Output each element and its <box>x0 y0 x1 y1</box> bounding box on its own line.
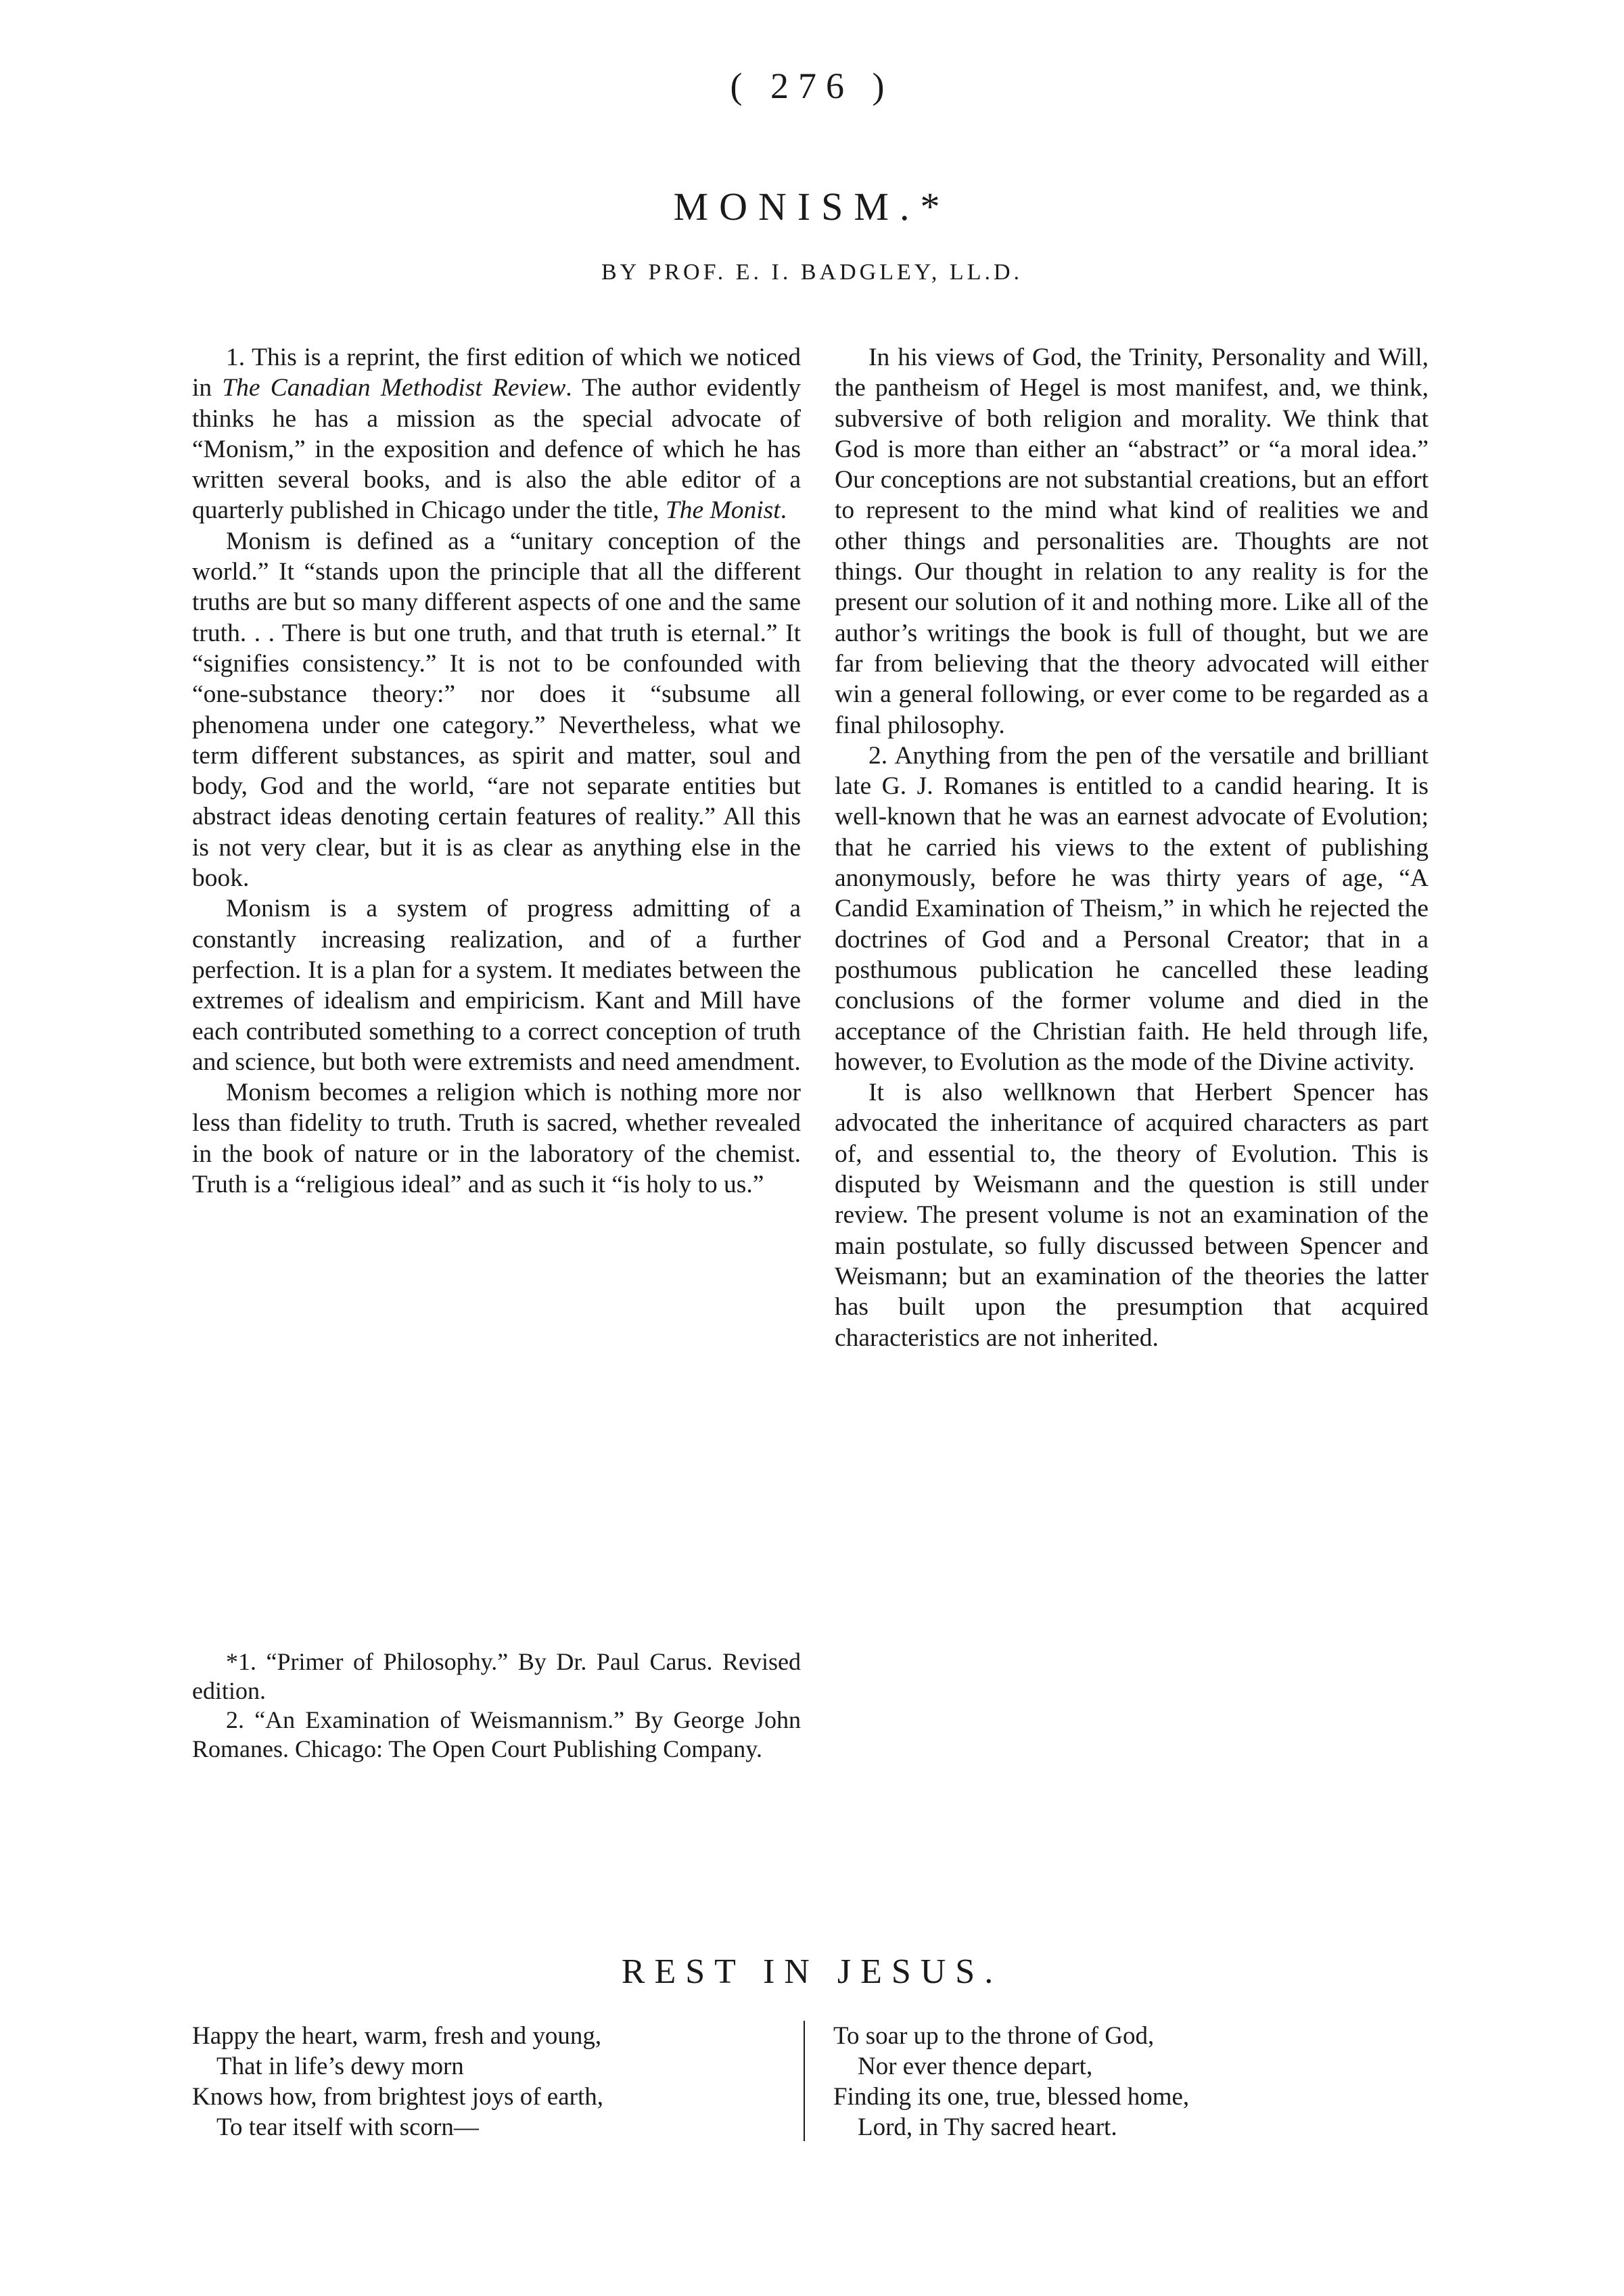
article-left-column <box>192 342 801 1200</box>
poem-line: To tear itself with scorn— <box>216 2113 479 2141</box>
poem-left-stanza <box>192 2021 603 2142</box>
article-byline: BY PROF. E. I. BADGLEY, LL.D. <box>601 260 1023 285</box>
paragraph-text: 2. Anything from the pen of the versatile and brilliant late G. J. Romanes is entitled to a candid hearing. It is well-known that he was an earnest advocate of Evolution; that he carried his views to the extent of publishing anonymously, before he was thirty years of age, “A Candid Examination of Theism,” in which he rejected the doctrines of God and a Personal Creator; that in a posthumous publication he cancelled these leading conclusions of the former volume and died in the acceptance of the Christian faith. He held through life, however, to Evolution as the mode of the Divine activity. <box>835 741 1429 1076</box>
poem-line: Finding its one, true, blessed home, <box>833 2083 1190 2111</box>
italic-title: The Monist <box>665 496 781 525</box>
footnote-1: *1. “Primer of Philosophy.” By Dr. Paul Carus. Revised edition. <box>192 1648 801 1704</box>
article-paragraph <box>835 741 1429 1077</box>
poem-line: That in life’s dewy morn <box>216 2053 464 2080</box>
poem-column-rule <box>804 2021 805 2141</box>
paragraph-text: 1. This is a reprint, the first edition of which we noticed in <box>192 344 801 402</box>
poem-line: Knows how, from brightest joys of earth, <box>192 2083 604 2111</box>
poem-right-stanza <box>833 2021 1189 2142</box>
paragraph-text: Monism becomes a religion which is nothing more nor less than fidelity to truth. Truth is sacred, whether revealed in the book of nature or in the laboratory of the chemist. Truth is a “religious ideal” and as such it “is holy to us.” <box>192 1079 801 1199</box>
article-right-column <box>835 342 1429 1353</box>
paragraph-text: It is also wellknown that Herbert Spencer has advocated the inheritance of acquired characters as part of, and essential to, the theory of Evolution. This is disputed by Weismann and the question is still under review. The present volume is not an examination of the main postulate, so fully discussed between Spencer and Weismann; but an examination of the theories the latter has built upon the presumption that acquired characteristics are not inherited. <box>835 1079 1429 1352</box>
poem-line: Lord, in Thy sacred heart. <box>858 2113 1117 2141</box>
poem-title: REST IN JESUS. <box>621 1952 1003 1991</box>
article-paragraph <box>192 526 801 894</box>
paragraph-text: . <box>780 496 787 525</box>
page-number: ( 276 ) <box>730 66 894 106</box>
paragraph-text: . The author evidently thinks he has a mission as the special advocate of “Monism,” in the exposition and defence of which he has written several books, and is also the able editor of a quarterly published in Chicago under the title, <box>192 374 802 525</box>
poem-line: To soar up to the throne of God, <box>833 2022 1155 2050</box>
paragraph-text: Monism is defined as a “unitary conception of the world.” It “stands upon the principle that all the different truths are but so many different aspects of one and the same truth. . . There is but one truth, and that truth is eternal.” It “signifies consistency.” It is not to be confounded with “one-substance theory:” nor does it “subsume all phenomena under one category.” Nevertheless, what we term different substances, as spirit and matter, soul and body, God and the world, “are not separate entities but abstract ideas denoting certain features of reality.” All this is not very clear, but it is as clear as anything else in the book. <box>192 527 801 893</box>
footnotes <box>192 1647 801 1764</box>
article-paragraph <box>192 342 801 526</box>
article-paragraph <box>192 893 801 1077</box>
paragraph-text: In his views of God, the Trinity, Personality and Will, the pantheism of Hegel is most manifest, and, we think, subversive of both religion and morality. We think that God is more than either an “abstract” or “a moral idea.” Our conceptions are not substantial creations, but an effort to represent to the mind what kind of realities we and other things and personalities are. Thoughts are not things. Our thought in relation to any reality is for the present our solution of it and nothing more. Like all of the author’s writings the book is full of thought, but we are far from believing that the theory advocated will either win a general following, or ever come to be regarded as a final philosophy. <box>835 344 1429 739</box>
article-title: MONISM.* <box>673 185 951 229</box>
italic-title: The Canadian Methodist Review <box>222 374 566 402</box>
article-paragraph <box>192 1077 801 1200</box>
paragraph-text: Monism is a system of progress admitting of a constantly increasing realization, and of a further perfection. It is a plan for a system. It mediates between the extremes of idealism and empiricism. Kant and Mill have each contributed something to a correct conception of truth and science, but both were extremists and need amendment. <box>192 895 801 1076</box>
footnote-2: 2. “An Examination of Weismannism.” By George John Romanes. Chicago: The Open Court Publishing Company. <box>192 1706 801 1762</box>
poem-line: Nor ever thence depart, <box>858 2053 1093 2080</box>
poem-line: Happy the heart, warm, fresh and young, <box>192 2022 602 2050</box>
article-paragraph <box>835 1077 1429 1353</box>
article-paragraph <box>835 342 1429 741</box>
